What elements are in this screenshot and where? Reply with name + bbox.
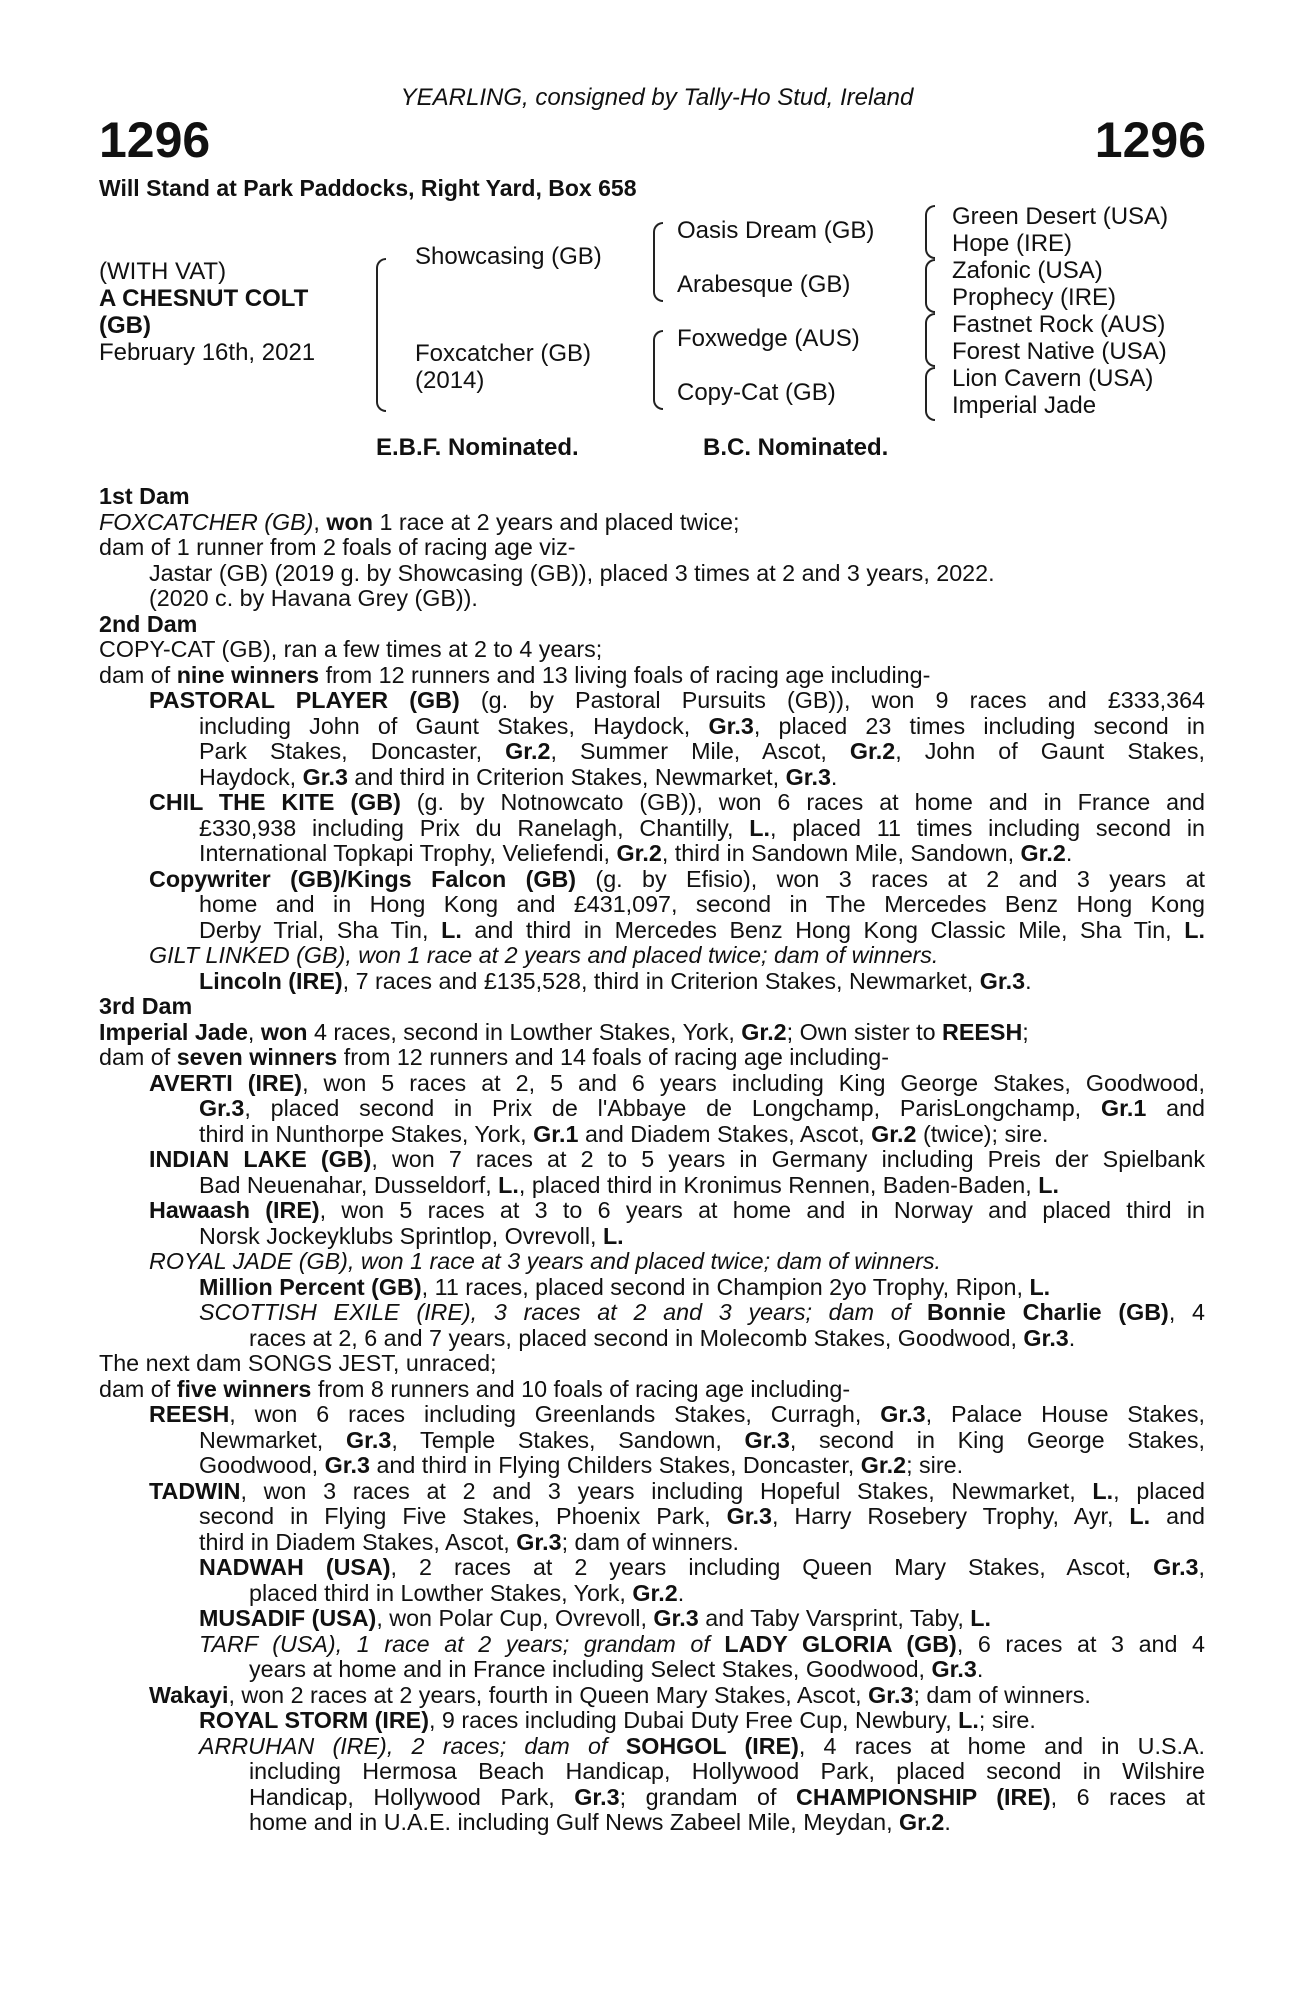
pedigree-brace-3c <box>925 313 935 367</box>
progeny-copywriter: Copywriter (GB)/Kings Falcon (GB) (g. by Efisio), won 3 races at 2 and 3 years at home and in Hong Kong and £431,097, second in The Mercedes Benz Hong Kong Derby Trial, Sha Tin, L. and third in Mercedes Benz Hong Kong Classic Mile, Sha Tin, L. <box>149 865 1205 943</box>
pedigree-gen3-2: Hope (IRE) <box>952 230 1073 257</box>
pedigree-brace-1 <box>376 258 386 412</box>
pedigree-gen3-8: Imperial Jade <box>952 392 1097 419</box>
pedigree-dam-dam: Copy-Cat (GB) <box>677 379 836 406</box>
pedigree-gen3-7: Lion Cavern (USA) <box>952 365 1154 392</box>
first-dam-heading: 1st Dam <box>99 483 190 509</box>
progeny-royal-storm: ROYAL STORM (IRE), 9 races including Dubai Duty Free Cup, Newbury, L.; sire. <box>199 1707 1036 1733</box>
pedigree-gen3-3: Zafonic (USA) <box>952 257 1103 284</box>
lot-number-left: 1296 <box>99 112 211 168</box>
progeny-scottish-exile: SCOTTISH EXILE (IRE), 3 races at 2 and 3 years; dam of Bonnie Charlie (GB), 4 races at 2, 6 and 7 years, placed second in Molecomb Stakes, Goodwood, Gr.3. <box>199 1299 1206 1351</box>
vat-note: (WITH VAT) <box>99 258 227 285</box>
third-dam-line: Imperial Jade, won 4 races, second in Lowther Stakes, York, Gr.2; Own sister to REESH; <box>99 1018 1029 1045</box>
catalogue-body <box>99 484 1205 1836</box>
stand-location: Will Stand at Park Paddocks, Right Yard, Box 658 <box>99 175 637 201</box>
consignor-subtitle: YEARLING, consigned by Tally-Ho Stud, Ireland <box>400 84 914 111</box>
pedigree-gen3-1: Green Desert (USA) <box>952 203 1169 230</box>
progeny-million-percent: Million Percent (GB), 11 races, placed second in Champion 2yo Trophy, Ripon, L. <box>199 1273 1051 1300</box>
pedigree-brace-3d <box>925 367 935 421</box>
pedigree-brace-2b <box>653 330 663 410</box>
foaling-date: February 16th, 2021 <box>99 339 316 366</box>
pedigree-sire-sire: Oasis Dream (GB) <box>677 217 875 244</box>
progeny-wakayi: Wakayi, won 2 races at 2 years, fourth in Queen Mary Stakes, Ascot, Gr.3; dam of winners. <box>149 1681 1091 1708</box>
pedigree-gen3-4: Prophecy (IRE) <box>952 284 1117 311</box>
progeny-pastoral-player: PASTORAL PLAYER (GB) (g. by Pastoral Pursuits (GB)), won 9 races and £333,364 including John of Gaunt Stakes, Haydock, Gr.3, placed 23 times including second in Park Stakes, Doncaster, Gr.2, Summer Mile, Ascot, Gr.2, John of Gaunt Stakes, Haydock, Gr.3 and third in Criterion Stakes, Newmarket, Gr.3. <box>149 687 1206 790</box>
pedigree-brace-2a <box>653 222 663 302</box>
ebf-nomination: E.B.F. Nominated. <box>376 434 579 461</box>
bc-nomination: B.C. Nominated. <box>703 434 889 461</box>
third-dam-heading: 3rd Dam <box>99 993 193 1019</box>
pedigree-dam-year: (2014) <box>415 367 485 394</box>
progeny-musadif: MUSADIF (USA), won Polar Cup, Ovrevoll, Gr.3 and Taby Varsprint, Taby, L. <box>199 1605 991 1631</box>
progeny-nadwah: NADWAH (USA), 2 races at 2 years including Queen Mary Stakes, Ascot, Gr.3, placed third in Lowther Stakes, York, Gr.2. <box>199 1554 1205 1606</box>
next-dam-produce-summary: dam of five winners from 8 runners and 10 foals of racing age including- <box>99 1375 851 1402</box>
first-dam-produce-summary: dam of 1 runner from 2 foals of racing age viz- <box>99 534 576 560</box>
first-dam-progeny-2: (2020 c. by Havana Grey (GB)). <box>149 585 478 611</box>
pedigree-sire-dam: Arabesque (GB) <box>677 271 851 298</box>
pedigree-sire: Showcasing (GB) <box>415 243 602 270</box>
pedigree-brace-3b <box>925 259 935 313</box>
progeny-averti: AVERTI (IRE), won 5 races at 2, 5 and 6 years including King George Stakes, Goodwood, Gr.3, placed second in Prix de l'Abbaye de Longchamp, ParisLongchamp, Gr.1 and third in Nunthorpe Stakes, York, Gr.1 and Diadem Stakes, Ascot, Gr.2 (twice); sire. <box>149 1069 1205 1147</box>
pedigree-dam-sire: Foxwedge (AUS) <box>677 325 860 352</box>
third-dam-produce-summary: dam of seven winners from 12 runners and 14 foals of racing age including- <box>99 1044 889 1070</box>
pedigree-dam: Foxcatcher (GB) <box>415 340 592 367</box>
pedigree-gen3-5: Fastnet Rock (AUS) <box>952 311 1166 338</box>
progeny-indian-lake: INDIAN LAKE (GB), won 7 races at 2 to 5 years in Germany including Preis der Spielbank Bad Neuenahar, Dusseldorf, L., placed third in Kronimus Rennen, Baden-Baden, L. <box>149 1146 1205 1198</box>
progeny-reesh: REESH, won 6 races including Greenlands Stakes, Curragh, Gr.3, Palace House Stakes, Newmarket, Gr.3, Temple Stakes, Sandown, Gr.3, second in King George Stakes, Goodwood, Gr.3 and third in Flying Childers Stakes, Doncaster, Gr.2; sire. <box>149 1401 1206 1478</box>
horse-name-country: (GB) <box>99 312 151 339</box>
pedigree-brace-3a <box>925 205 935 259</box>
second-dam-produce-summary: dam of nine winners from 12 runners and 13 living foals of racing age including- <box>99 661 931 688</box>
lot-number-right: 1296 <box>1094 112 1206 168</box>
pedigree-gen3-6: Forest Native (USA) <box>952 338 1167 365</box>
progeny-lincoln: Lincoln (IRE), 7 races and £135,528, third in Criterion Stakes, Newmarket, Gr.3. <box>199 967 1032 994</box>
progeny-tadwin: TADWIN, won 3 races at 2 and 3 years including Hopeful Stakes, Newmarket, L., placed second in Flying Five Stakes, Phoenix Park, Gr.3, Harry Rosebery Trophy, Ayr, L. and third in Diadem Stakes, Ascot, Gr.3; dam of winners. <box>149 1477 1206 1555</box>
progeny-royal-jade: ROYAL JADE (GB), won 1 race at 3 years and placed twice; dam of winners. <box>149 1248 942 1274</box>
horse-name: A CHESNUT COLT <box>99 285 309 312</box>
first-dam-line: FOXCATCHER (GB), won 1 race at 2 years and placed twice; <box>99 508 740 535</box>
progeny-tarf: TARF (USA), 1 race at 2 years; grandam of LADY GLORIA (GB), 6 races at 3 and 4 years at home and in France including Select Stakes, Goodwood, Gr.3. <box>199 1630 1205 1682</box>
progeny-gilt-linked: GILT LINKED (GB), won 1 race at 2 years and placed twice; dam of winners. <box>149 942 939 968</box>
second-dam-heading: 2nd Dam <box>99 610 198 637</box>
progeny-chil-the-kite: CHIL THE KITE (GB) (g. by Notnowcato (GB)), won 6 races at home and in France and £330,938 including Prix du Ranelagh, Chantilly, L., placed 11 times including second in International Topkapi Trophy, Veliefendi, Gr.2, third in Sandown Mile, Sandown, Gr.2. <box>149 789 1205 866</box>
second-dam-line: COPY-CAT (GB), ran a few times at 2 to 4 years; <box>99 636 603 662</box>
first-dam-progeny-1: Jastar (GB) (2019 g. by Showcasing (GB)), placed 3 times at 2 and 3 years, 2022. <box>149 559 995 586</box>
progeny-arruhan: ARRUHAN (IRE), 2 races; dam of SOHGOL (IRE), 4 races at home and in U.S.A. including Hermosa Beach Handicap, Hollywood Park, placed second in Wilshire Handicap, Hollywood Park, Gr.3; grandam of CHAMPIONSHIP (IRE), 6 races at home and in U.A.E. including Gulf News Zabeel Mile, Meydan, Gr.2. <box>199 1732 1205 1835</box>
progeny-hawaash: Hawaash (IRE), won 5 races at 3 to 6 years at home and in Norway and placed third in Norsk Jockeyklubs Sprintlop, Ovrevoll, L. <box>149 1197 1205 1249</box>
next-dam-line: The next dam SONGS JEST, unraced; <box>99 1350 497 1376</box>
